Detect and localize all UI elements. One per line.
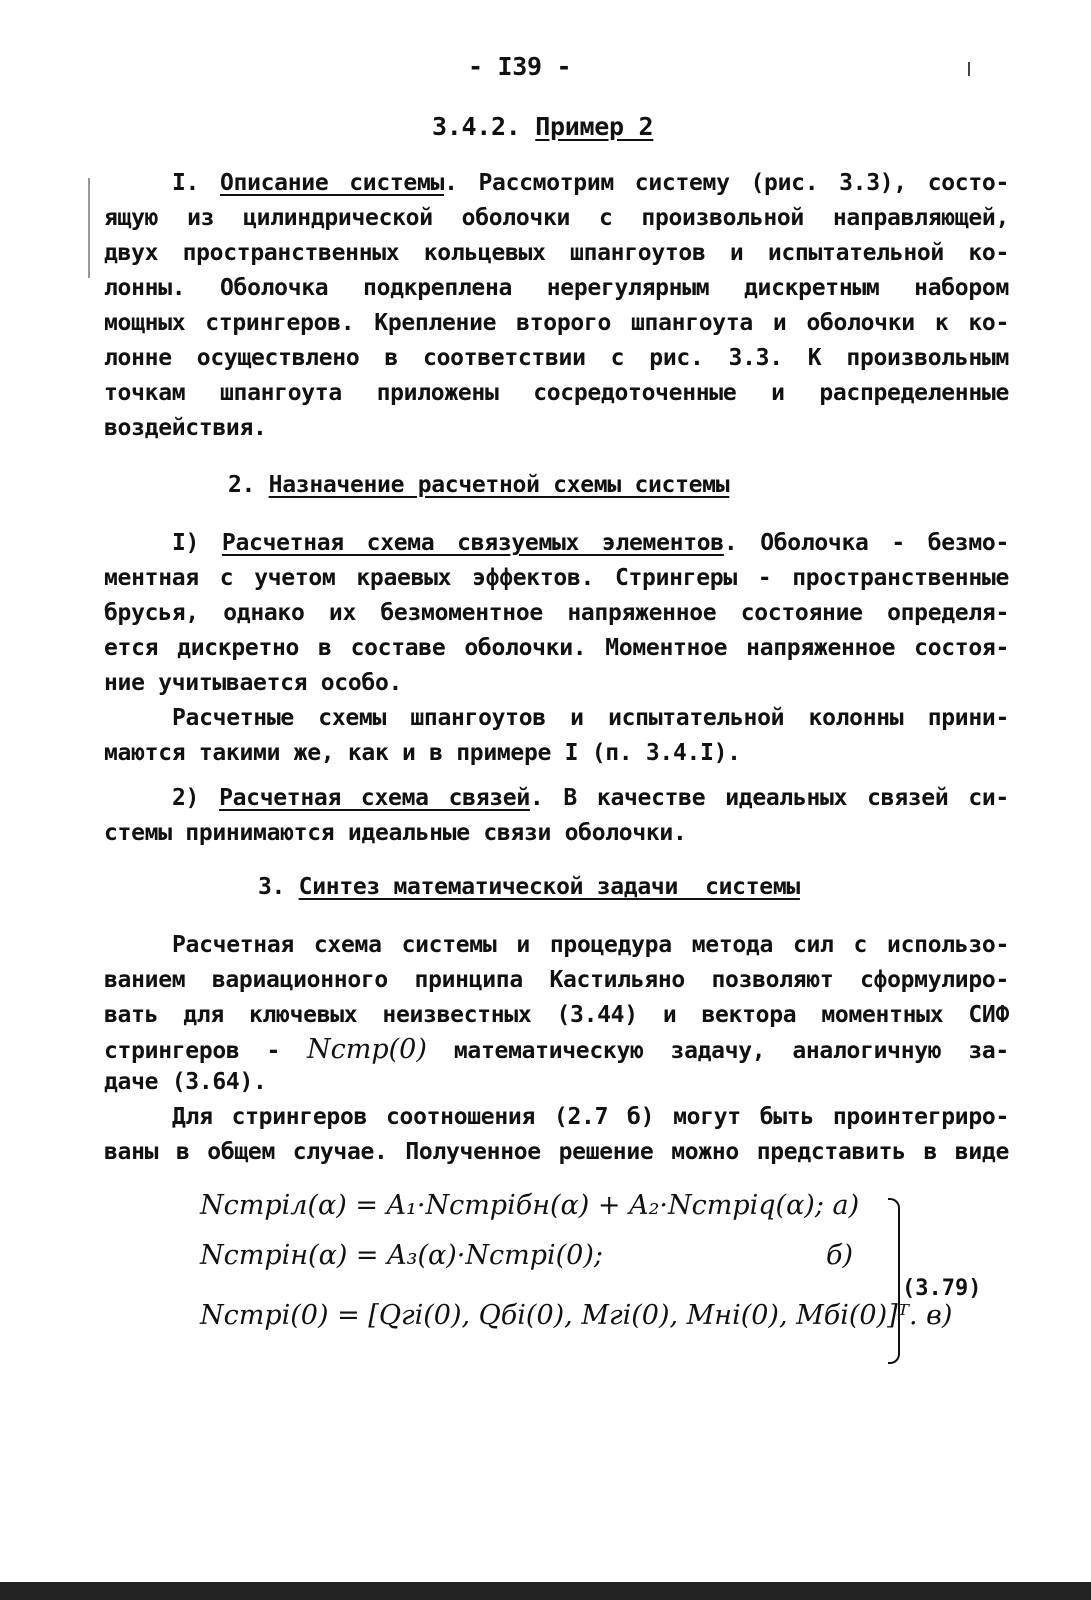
section2-title: Назначение расчетной схемы системы bbox=[268, 472, 730, 498]
para1-line6: лонне осуществлено в соответствии с рис. 3.3. К произвольным bbox=[104, 345, 1009, 371]
para3-line2: стемы принимаются идеальные связи оболочки. bbox=[104, 820, 687, 846]
para2-line4: ется дискретно в составе оболочки. Моментное напряженное состоя- bbox=[104, 635, 1009, 661]
equation-b: Nстрiн(α) = A₃(α)·Nстрi(0); bbox=[200, 1240, 603, 1271]
scan-mark-left bbox=[88, 178, 90, 278]
para2-line3: брусья, однако их безмоментное напряженное состояние определя- bbox=[104, 600, 1009, 626]
equation-brace bbox=[888, 1198, 900, 1364]
para3-title: Расчетная схема связей bbox=[219, 785, 530, 811]
para4-line2: ванием вариационного принципа Кастильяно позволяют сформулиро- bbox=[104, 967, 1009, 993]
para4-line5: даче (3.64). bbox=[104, 1069, 267, 1095]
para1-line7: точкам шпангоута приложены сосредоточенные и распределенные bbox=[104, 380, 1009, 406]
section-heading-title: Пример 2 bbox=[535, 112, 654, 141]
para2-title: Расчетная схема связуемых элементов bbox=[221, 530, 724, 556]
section-heading-number: 3.4.2. bbox=[432, 112, 521, 141]
para1-number: I. bbox=[172, 170, 200, 196]
para4-line4-end: математическую задачу, аналогичную за- bbox=[453, 1038, 1009, 1064]
section2-heading bbox=[228, 472, 729, 498]
para1-line5: мощных стрингеров. Крепление второго шпангоута и оболочки к ко- bbox=[104, 310, 1009, 336]
page-number: - I39 - bbox=[468, 52, 572, 81]
equation-a: Nстрiл(α) = A₁·Nстрiбн(α) + A₂·Nстрiq(α); а) bbox=[200, 1190, 860, 1221]
para2-line2: ментная с учетом краевых эффектов. Стрингеры - пространственные bbox=[104, 565, 1009, 591]
para4-line3: вать для ключевых неизвестных (3.44) и вектора моментных СИФ bbox=[104, 1002, 1009, 1028]
section3-number: 3. bbox=[258, 874, 286, 900]
equation-b-label: б) bbox=[826, 1240, 854, 1271]
para3-line1 bbox=[104, 785, 1009, 811]
section2-number: 2. bbox=[228, 472, 256, 498]
equation-c: Nстрi(0) = [Qгi(0), Qбi(0), Mгi(0), Mнi(0), Mбi(0)]ᵀ. в) bbox=[200, 1300, 953, 1331]
para1-line1-text: . Рассмотрим систему (рис. 3.3), состо- bbox=[444, 170, 1009, 196]
para4-line7: ваны в общем случае. Полученное решение можно представить в виде bbox=[104, 1139, 1009, 1165]
para2-line7: маются такими же, как и в примере I (п. 3.4.I). bbox=[104, 740, 741, 766]
para1-line3: двух пространственных кольцевых шпангоутов и испытательной ко- bbox=[104, 240, 1009, 266]
section3-title: Синтез математической задачи системы bbox=[298, 874, 800, 900]
para1-line8: воздействия. bbox=[104, 415, 267, 441]
section3-heading bbox=[258, 874, 800, 900]
para4-line6: Для стрингеров соотношения (2.7 б) могут быть проинтегриро- bbox=[172, 1104, 1009, 1130]
para1-line1 bbox=[104, 170, 1009, 196]
para3-number: 2) bbox=[172, 785, 200, 811]
para1-line4: лонны. Оболочка подкреплена нерегулярным дискретным набором bbox=[104, 275, 1009, 301]
scan-bottom-edge bbox=[0, 1582, 1091, 1600]
margin-mark bbox=[968, 62, 970, 76]
para3-line1-text: . В качестве идеальных связей си- bbox=[529, 785, 1009, 811]
para4-line1: Расчетная схема системы и процедура метода сил с использо- bbox=[172, 932, 1009, 958]
para1-title: Описание системы bbox=[219, 170, 445, 196]
para4-line4-start: стрингеров - bbox=[104, 1038, 281, 1064]
para2-line1 bbox=[104, 530, 1009, 556]
para1-line2: ящую из цилиндрической оболочки с произвольной направляющей, bbox=[104, 205, 1009, 231]
para2-line6: Расчетные схемы шпангоутов и испытательной колонны прини- bbox=[172, 705, 1009, 731]
para4-line4 bbox=[104, 1034, 1009, 1065]
para2-number: I) bbox=[172, 530, 200, 556]
para2-line1-text: . Оболочка - безмо- bbox=[723, 530, 1009, 556]
para2-line5: ние учитывается особо. bbox=[104, 670, 403, 696]
stringer-moment-symbol: Nстр(0) bbox=[307, 1034, 427, 1065]
equation-number: (3.79) bbox=[902, 1276, 982, 1301]
section-heading bbox=[432, 112, 653, 141]
